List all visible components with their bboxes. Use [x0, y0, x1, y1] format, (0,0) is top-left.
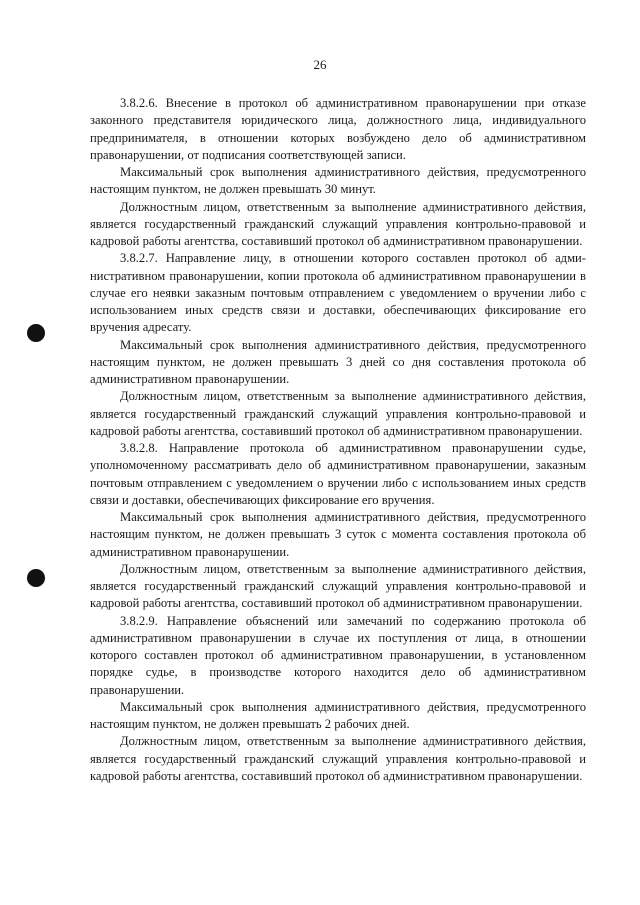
paragraph: Должностным лицом, ответственным за выполнение административного действия, является государственный гражданский служащий управления контрольно-правовой и кадровой работы агентства, составивший протокол об административном правонарушении.: [90, 734, 586, 783]
paragraph: 3.8.2.8. Направление протокола об административном правонарушении судье, уполномоченному рассматривать дело об административном правонарушении, заказным почтовым отправлением с уведомлением о вручении либо с использованием иных средств связи и доставки, обеспечивающих фиксирование его вручения.: [90, 441, 586, 507]
punch-hole-mark: [27, 569, 45, 587]
paragraph: Максимальный срок выполнения административного действия, предусмотренного настоящим пунктом, не должен превышать 2 рабочих дней.: [90, 699, 586, 731]
punch-hole-mark: [27, 324, 45, 342]
paragraph: Должностным лицом, ответственным за выполнение административного действия, является государственный гражданский служащий управления контрольно-правовой и кадровой работы агентства, составивший протокол об административном правонарушении.: [90, 199, 586, 248]
paragraph: Максимальный срок выполнения административного действия, предусмотренного настоящим пунктом, не должен превышать 3 дней со дня составления протокола об административном правонарушении.: [90, 337, 586, 386]
paragraph: 3.8.2.9. Направление объяснений или замечаний по содержанию протокола об административном правонарушении в случае их поступления от лица, в отношении которого составлен протокол об административном правонарушении, в установленном порядке судье, в производстве которого находится дело об административном правонарушении.: [90, 613, 586, 697]
page-number: 26: [313, 57, 327, 72]
paragraph: Должностным лицом, ответственным за выполнение административного действия, является государственный гражданский служащий управления контрольно-правовой и кадровой работы агентства, составивший протокол об административном правонарушении.: [90, 389, 586, 438]
paragraph: 3.8.2.7. Направление лицу, в отношении которого составлен протокол об административном правонарушении, копии протокола об административном правонарушении в случае его неявки заказным почтовым отправлением с уведомлением о вручении либо с использованием иных средств связи и доставки, обеспечивающих фиксирование его вручения адресату.: [90, 251, 586, 335]
paragraph: Максимальный срок выполнения административного действия, предусмотренного настоящим пунктом, не должен превышать 3 суток с момента составления протокола об административном правонарушении.: [90, 510, 586, 559]
document-body: [90, 95, 586, 785]
paragraph: Максимальный срок выполнения административного действия, предусмотренного настоящим пунктом, не должен превышать 30 минут.: [90, 165, 586, 197]
paragraph: Должностным лицом, ответственным за выполнение административного действия, является государственный гражданский служащий управления контрольно-правовой и кадровой работы агентства, составивший протокол об административном правонарушении.: [90, 561, 586, 611]
paragraph: 3.8.2.6. Внесение в протокол об административном правонарушении при отказе законного представителя юридического лица, должностного лица, индивидуального предпринимателя, в отношении которых возбуждено дело об административном правонарушении, от подписания соответствующей записи.: [90, 96, 586, 162]
